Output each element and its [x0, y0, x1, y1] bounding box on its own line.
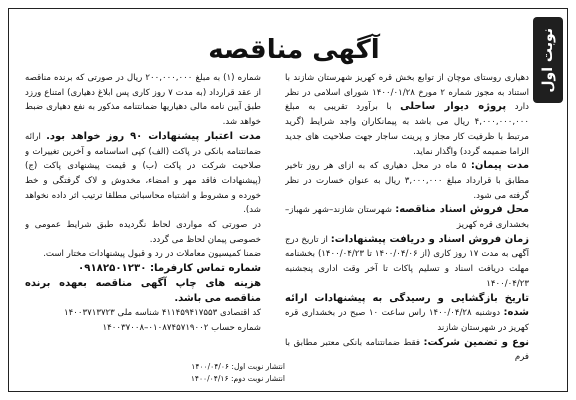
- tender-notice: [8, 8, 568, 392]
- sale-place-heading: محل فروش اسناد مناقصه:: [395, 204, 529, 216]
- right-column: [285, 71, 529, 375]
- validity-heading: مدت اعتبار پیشنهادات ۹۰ روز خواهد بود.: [46, 130, 261, 142]
- sale-place-paragraph: [285, 203, 529, 232]
- sale-time-text: از تاریخ درج آگهی به مدت ۱۷ روز کاری (از ۱۴۰۰/۰۴/۰۶ تا ۱۴۰۰/۰۴/۲۳) بخشنامه مهلت دریافت اسناد و تسلیم پاکات تا آخر وقت اداری پنجشنبه ۱۴۰۰/۰۴/۲۳: [285, 234, 529, 289]
- term-paragraph: [285, 159, 529, 203]
- sale-time-paragraph: [285, 233, 529, 292]
- guarantee-paragraph: [285, 336, 529, 365]
- left-column: [25, 71, 261, 371]
- intro-text: دهیاری روستای موچان از توابع بخش قره کهریز شهرستان شازند با استناد به مجوز شماره ۲ مورخ ۱۴۰۰/۰۱/۲۸ شورای اسلامی در نظر دارد: [285, 73, 529, 113]
- opening-paragraph: [285, 292, 529, 336]
- commission-note: ضمنا کمیسیون معاملات در رد و قبول پیشنهادات مختار است.: [43, 249, 261, 260]
- guarantee-continued: شماره (۱) به مبلغ ۲۰۰,۰۰۰,۰۰۰ ریال در صورتی که برنده مناقصه از عقد قرارداد (به مدت ۷ روز کاری پس ابلاغ دهیاری) امتناع ورزد طبق آیین نامه مالی دهیاریها ضمانتنامه مذکور به نفع دهیاری ضبط خواهد شد.: [25, 73, 261, 128]
- project-name: پروژه دیوار ساحلی: [400, 101, 507, 113]
- notice-title: آگهی مناقصه: [208, 35, 380, 65]
- general-conditions: در صورتی که مواردی لحاظ نگردیده طبق شرایط عمومی و خصوصی پیمان لحاظ می گردد.: [25, 220, 261, 245]
- account-number: شماره حساب ۰۱۰۸۷۴۵۷۱۹۰۰۲–۱۴۰۰۳۷۰۰۸: [102, 322, 261, 333]
- economic-code: کد اقتصادی ۴۱۱۴۵۹۴۱۷۵۵۳ شناسه ملی ۱۴۰۰۳۷۱۳۷۲۳: [64, 308, 261, 319]
- publication-dates: [25, 361, 285, 385]
- opening-heading: تاریخ بازگشایی و رسیدگی به پیشنهادات ارائه شده:: [285, 292, 529, 319]
- guarantee-heading: نوع و تضمین شرکت:: [423, 336, 529, 348]
- ad-cost-note: هزینه های چاپ آگهی مناقصه بعهده برنده مناقصه می باشد.: [25, 277, 261, 304]
- sale-time-heading: زمان فروش اسناد و دریافت پیشنهادات:: [330, 233, 529, 245]
- badge-label: نوبت اول: [540, 27, 556, 93]
- employer-phone: شماره تماس کارفرما: ۰۹۱۸۲۵۰۱۲۳۰: [78, 263, 261, 275]
- first-publication-date: انتشار نوبت اول: ۱۴۰۰/۰۴/۰۶: [191, 362, 285, 371]
- validity-text: ارائه ضمانتنامه بانکی در پاکت (الف) کپی اساسنامه و آخرین تغییرات و صلاحیت شرکت در پاکت (ب) و قیمت پیشنهادی پاکت (ج) (پیشنهادات فاقد مهر و امضاء، مخدوش و لاک گرفتگی و خط خورده و مشروط و اشتباه محاسباتی مطلقا ترتیب اثر داده نخواهد شد).: [25, 131, 261, 216]
- opening-text: دوشنبه ۱۴۰۰/۰۴/۲۸ راس ساعت ۱۰ صبح در بخشداری قره کهریز در شهرستان شازند: [285, 308, 529, 333]
- intro-paragraph: [285, 71, 529, 159]
- term-text: ۵ ماه در محل دهیاری که به ازای هر روز تاخیر مطابق با قرارداد مبلغ ۳,۰۰۰,۰۰۰ ریال به عنوان خسارت در نظر گرفته می شود.: [285, 161, 529, 201]
- validity-paragraph: [25, 130, 261, 218]
- sale-place-text: شهرستان شازند–شهر شهباز–بخشداری قره کهریز: [285, 205, 529, 231]
- second-publication-date: انتشار نوبت دوم: ۱۴۰۰/۰۴/۱۶: [190, 374, 285, 383]
- guarantee-text: فقط ضمانتنامه بانکی معتبر مطابق با فرم: [285, 337, 529, 363]
- first-publication-badge: [533, 17, 563, 103]
- term-heading: مدت پیمان:: [470, 160, 529, 172]
- intro-text-rest: با برآورد تقریبی به مبلغ ۴,۰۰۰,۰۰۰,۰۰۰ ریال می باشد به پیمانکاران واجد شرایط (گرید مرتبط با ظرفیت کار مجاز و پرینت ساجار جهت صلاحیت های جدید الزاما ضمیمه گردد) واگذار نماید.: [285, 102, 529, 157]
